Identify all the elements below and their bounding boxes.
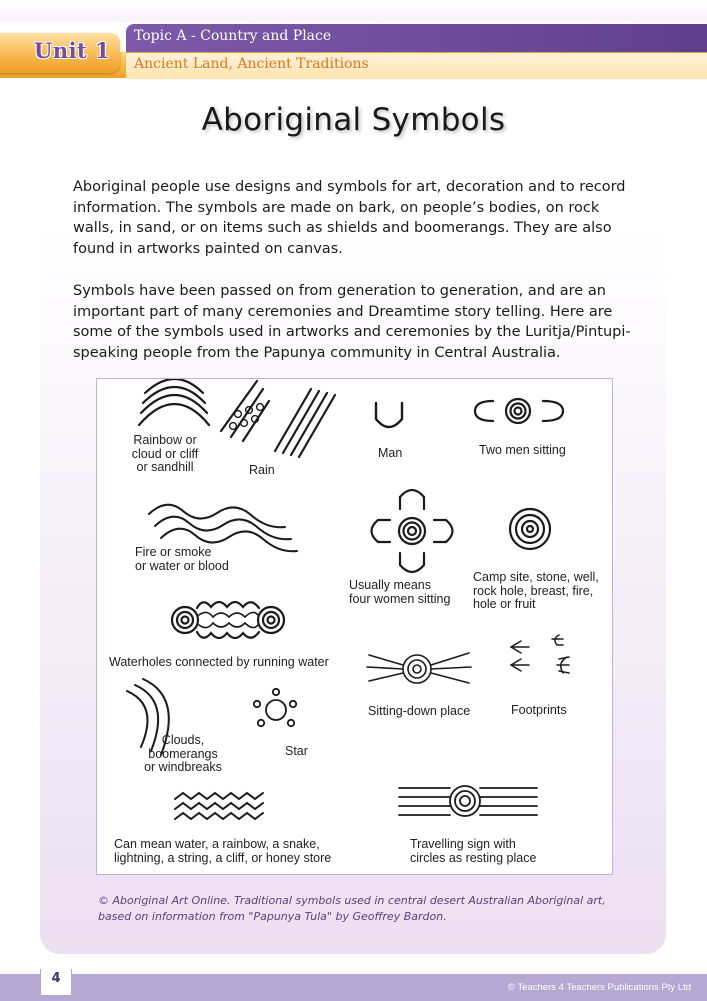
label-four-women: Usually means four women sitting: [349, 578, 451, 606]
page-title: Aboriginal Symbols: [201, 102, 506, 138]
label-travelling: Travelling sign with circles as resting place: [410, 837, 537, 865]
label-star: Star: [285, 744, 308, 758]
page-number: 4: [40, 969, 72, 996]
label-camp: Camp site, stone, well, rock hole, breast, fire, hole or fruit: [473, 570, 599, 611]
waterholes-symbol: [172, 602, 284, 638]
footprints-symbol: [511, 635, 569, 673]
label-sitting-down: Sitting-down place: [368, 704, 471, 718]
label-footprints: Footprints: [511, 703, 567, 717]
label-clouds: Clouds, boomerangs or windbreaks: [144, 733, 222, 774]
label-rainbow: Rainbow or cloud or cliff or sandhill: [131, 433, 199, 474]
intro-paragraph: Aboriginal people use designs and symbols for art, decoration and to record information. The symbols are made on bark, on people’s bodies, on rock walls, in sand, or on items such as shields and boomerangs. They are also found in artworks painted on canvas.: [73, 179, 626, 257]
sitting-down-symbol: [367, 653, 471, 683]
label-man: Man: [378, 446, 403, 460]
label-water-snake: Can mean water, a rainbow, a snake, lightning, a string, a cliff, or honey store: [114, 837, 332, 865]
rainbow-symbol: [139, 379, 209, 425]
two-men-symbol: [475, 399, 563, 423]
label-rain: Rain: [249, 463, 275, 477]
label-waterholes: Waterholes connected by running water: [109, 655, 329, 669]
label-two-men: Two men sitting: [479, 443, 566, 457]
symbols-figure: [96, 378, 613, 875]
man-symbol: [376, 403, 402, 427]
copyright-notice: © Teachers 4 Teachers Publications Pty Ltd: [507, 982, 691, 993]
symbols-paragraph: Symbols have been passed on from generation to generation, and are an important part of many ceremonies and Dreamtime story telling. Here are some of the symbols used in artworks and ceremonies by the Luritja/Pintupi-speaking people from the Papunya community in Central Australia.: [73, 283, 631, 361]
rain-symbol: [221, 381, 335, 457]
travelling-symbol: [399, 786, 537, 816]
figure-caption: © Aboriginal Art Online. Traditional symbols used in central desert Australian Aboriginal art, based on information from "Papunya Tula" by Geoffrey Bardon.: [98, 894, 606, 923]
four-women-symbol: [372, 490, 453, 572]
water-snake-symbol: [175, 793, 263, 819]
label-fire: Fire or smoke or water or blood: [135, 545, 229, 573]
header-top-band: [0, 0, 707, 22]
star-symbol: [254, 689, 296, 726]
topic-title: Topic A - Country and Place: [134, 28, 332, 44]
camp-symbol: [510, 509, 550, 549]
subtopic-title: Ancient Land, Ancient Traditions: [134, 56, 369, 72]
unit-label: Unit 1: [34, 38, 111, 63]
